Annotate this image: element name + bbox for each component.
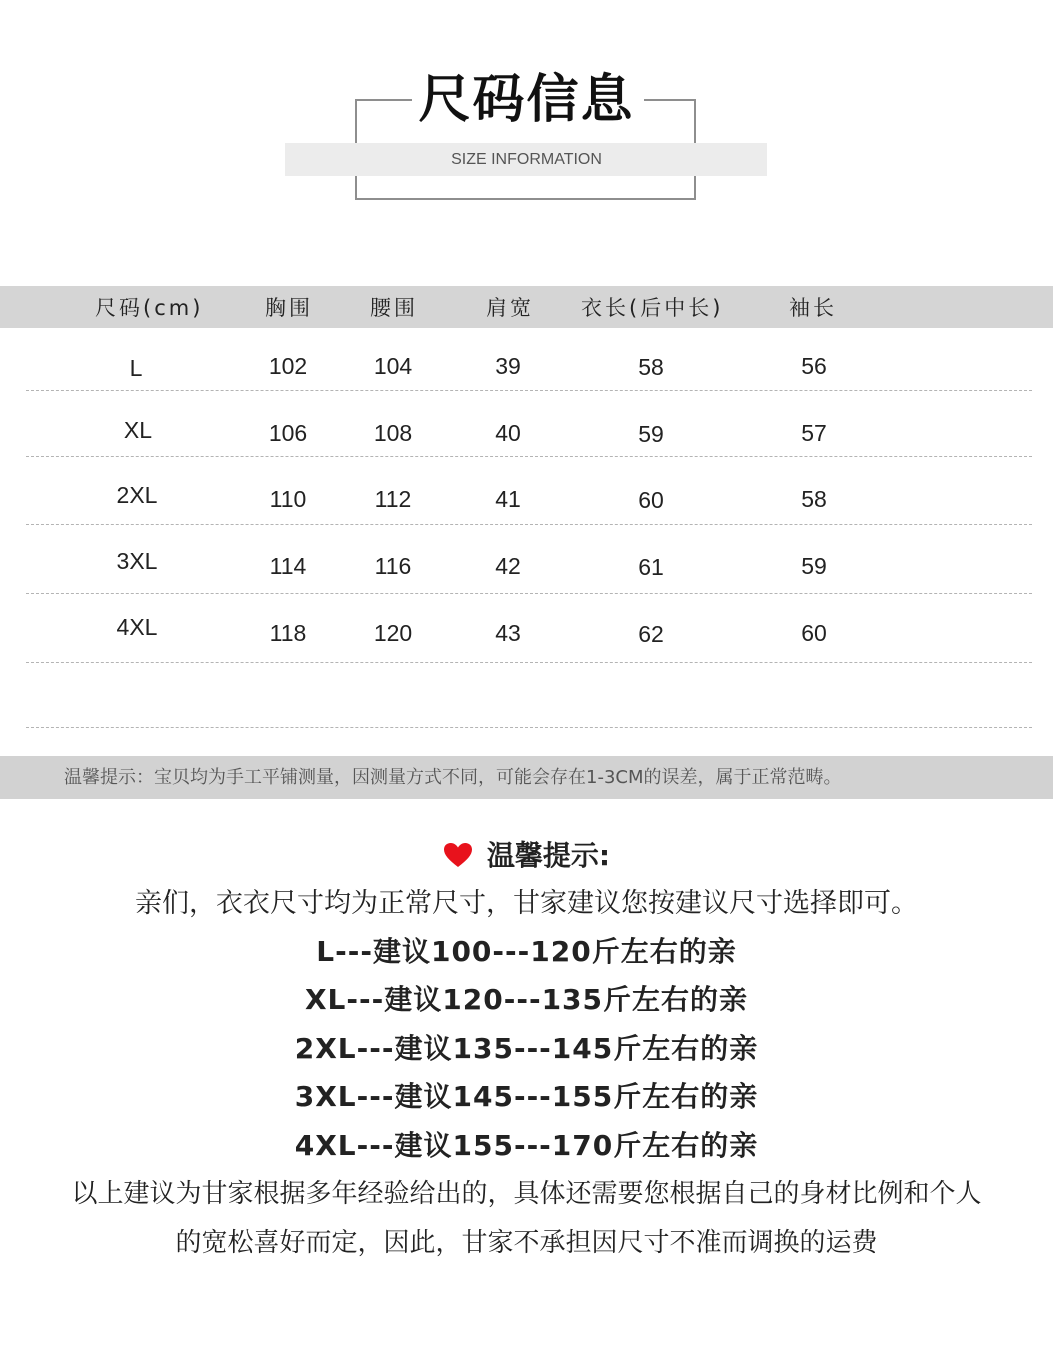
tips-intro: 亲们，衣衣尺寸均为正常尺寸，甘家建议您按建议尺寸选择即可。 bbox=[135, 888, 918, 919]
row-divider bbox=[26, 524, 1032, 525]
cell-chest: 114 bbox=[269, 553, 307, 579]
tips-size-line: 3XL---建议145---155斤左右的亲 bbox=[294, 1080, 759, 1113]
cell-size: 4XL bbox=[116, 614, 158, 640]
cell-waist: 108 bbox=[373, 420, 413, 446]
tips-footer-line: 的宽松喜好而定，因此，甘家不承担因尺寸不准而调换的运费 bbox=[175, 1228, 878, 1258]
cell-length: 59 bbox=[638, 421, 664, 447]
tips-size-line: XL---建议120---135斤左右的亲 bbox=[304, 983, 749, 1016]
cell-chest: 106 bbox=[268, 420, 308, 446]
cell-length: 60 bbox=[638, 487, 664, 513]
header-sleeve: 袖长 bbox=[789, 296, 837, 320]
cell-sleeve: 56 bbox=[801, 353, 827, 379]
header-size: 尺码(cm) bbox=[95, 296, 204, 320]
cell-size: L bbox=[129, 355, 143, 381]
cell-shoulder: 40 bbox=[495, 420, 521, 446]
cell-size: XL bbox=[123, 417, 153, 443]
page-title: 尺码信息 bbox=[418, 70, 635, 130]
cell-chest: 102 bbox=[268, 353, 308, 379]
cell-size: 2XL bbox=[116, 482, 158, 508]
header-shoulder: 肩宽 bbox=[486, 296, 534, 320]
header-waist: 腰围 bbox=[370, 296, 418, 320]
cell-shoulder: 41 bbox=[495, 486, 521, 512]
cell-shoulder: 43 bbox=[495, 620, 521, 646]
tips-size-line: 2XL---建议135---145斤左右的亲 bbox=[294, 1032, 759, 1065]
cell-waist: 120 bbox=[373, 620, 413, 646]
cell-sleeve: 58 bbox=[801, 486, 827, 512]
measurement-note: 温馨提示：宝贝均为手工平铺测量，因测量方式不同，可能会存在1-3CM的误差，属于正常范畴。 bbox=[64, 767, 842, 788]
cell-length: 62 bbox=[638, 621, 664, 647]
cell-size: 3XL bbox=[116, 548, 158, 574]
cell-sleeve: 60 bbox=[801, 620, 827, 646]
row-divider bbox=[26, 662, 1032, 663]
cell-chest: 110 bbox=[269, 486, 307, 512]
tips-size-line: 4XL---建议155---170斤左右的亲 bbox=[294, 1129, 759, 1162]
row-divider bbox=[26, 390, 1032, 391]
tips-size-line: L---建议100---120斤左右的亲 bbox=[316, 935, 737, 968]
cell-chest: 118 bbox=[269, 620, 307, 646]
cell-shoulder: 42 bbox=[495, 553, 521, 579]
cell-sleeve: 57 bbox=[801, 420, 827, 446]
tips-footer-line: 以上建议为甘家根据多年经验给出的，具体还需要您根据自己的身材比例和个人 bbox=[71, 1179, 982, 1209]
cell-waist: 104 bbox=[373, 353, 413, 379]
heart-icon bbox=[443, 842, 473, 868]
row-divider bbox=[26, 456, 1032, 457]
tips-heading bbox=[0, 838, 1053, 874]
cell-length: 61 bbox=[638, 554, 664, 580]
cell-shoulder: 39 bbox=[495, 353, 521, 379]
page-subtitle: SIZE INFORMATION bbox=[451, 151, 602, 168]
header-chest: 胸围 bbox=[265, 296, 313, 320]
row-divider bbox=[26, 727, 1032, 728]
cell-length: 58 bbox=[638, 354, 664, 380]
tips-heading-text: 温馨提示: bbox=[486, 839, 611, 872]
row-divider bbox=[26, 593, 1032, 594]
cell-waist: 112 bbox=[374, 486, 412, 512]
header-length: 衣长(后中长) bbox=[581, 296, 724, 320]
cell-waist: 116 bbox=[374, 553, 412, 579]
cell-sleeve: 59 bbox=[801, 553, 827, 579]
